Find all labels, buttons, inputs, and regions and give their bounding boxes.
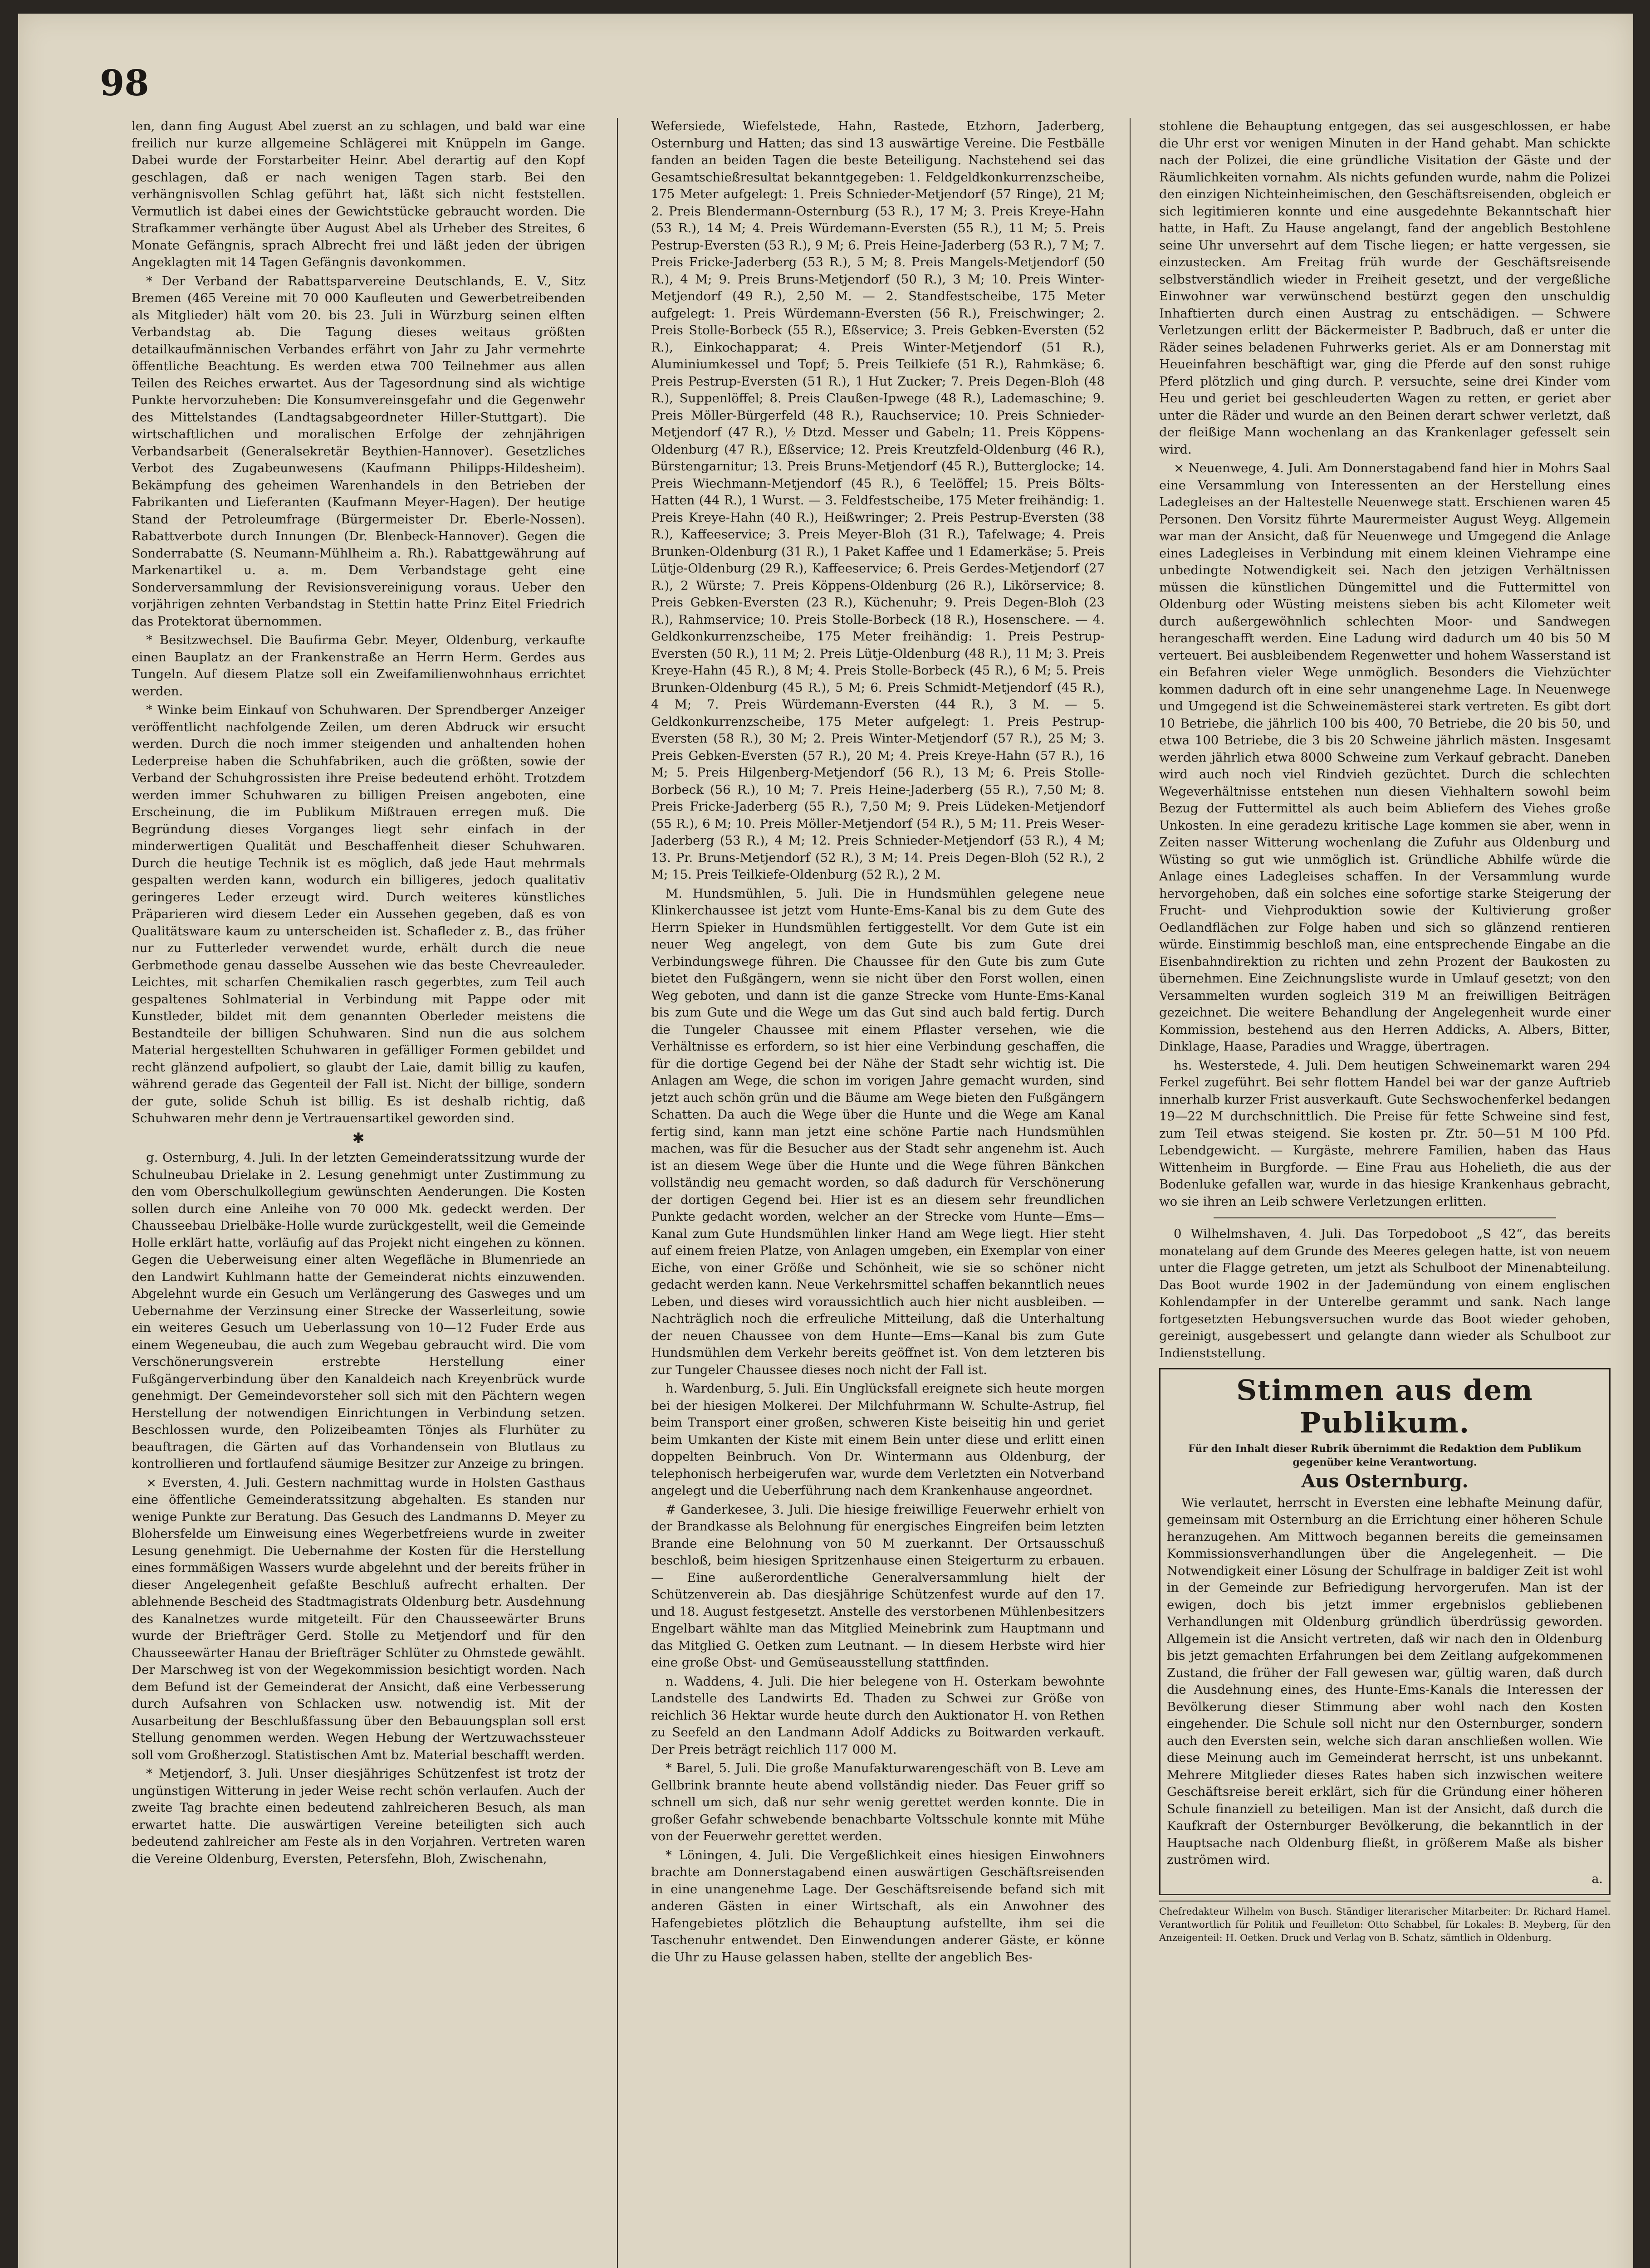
section-star-icon: ✱ [352, 1129, 365, 1147]
article-paragraph: × Neuenwege, 4. Juli. Am Donnerstagabend fand hier in Mohrs Saal eine Versammlung von Interessenten an der Herstellung eines Ladegleises an der Haltestelle Neuenwege statt. Erschienen waren 45 Personen. Den Vorsitz führte Maurermeister August Weyg. Allgemein war man der Ansicht, daß für Neuenwege und Umgegend die Anlage eines Ladegleises in Verbindung mit einem kleinen Viehrampe eine unbedingte Notwendigkeit sei. Nach den jetzigen Verhältnissen müssen die künstlichen Düngemittel und die Futtermittel von Oldenburg oder Wüsting meistens sieben bis acht Kilometer weit durch außergewöhnlich schlechten Moor- und Sandwegen herangeschafft werden. Eine Ladung wird dadurch um 40 bis 50 M verteuert. Bei ausbleibendem Regenwetter und hohem Wasserstand ist ein Befahren vieler Wege unmöglich. Besonders die Viehzüchter kommen dadurch oft in eine sehr unangenehme Lage. In Neuenwege und Umgegend ist die Schweinemästerei stark vertreten. Es gibt dort 10 Betriebe, die jährlich 100 bis 400, 70 Betriebe, die 20 bis 50, und etwa 100 Betriebe, die 3 bis 20 Schweine jährlich mästen. Insgesamt werden jährlich etwa 8000 Schweine zum Verkauf gebracht. Daneben wird auch noch viel Rindvieh gezüchtet. Durch die schlechten Wegeverhältnisse entstehen nun diesen Viehhaltern sowohl beim Bezug der Futtermittel als auch beim Abliefern des Viehes große Unkosten. In eine geradezu kritische Lage kommen sie aber, wenn in Zeiten nasser Witterung wochenlang die Zufuhr aus Oldenburg und Wüsting so gut wie unmöglich ist. Gründliche Abhilfe würde die Anlage eines Ladegleises schaffen. In der Versammlung wurde hervorgehoben, daß ein solches eine sofortige starke Steigerung der Frucht- und Viehproduktion sowie der Kultivierung großer Oedlandflächen zur Folge haben und sich so glänzend rentieren würde. Einstimmig beschloß man, eine entsprechende Eingabe an die Eisenbahndirektion zu richten und zehn Prozent der Baukosten zu übernehmen. Eine Zeichnungsliste wurde in Umlauf gesetzt; von den Versammelten wurden sogleich 319 M an freiwilligen Beiträgen gezeichnet. Die weitere Behandlung der Angelegenheit wurde einer Kommission, bestehend aus den Herren Addicks, A. Albers, Bitter, Dinklage, Haase, Paradies und Wragge, übertragen. [1159, 461, 1611, 1054]
article-paragraph: len, dann fing August Abel zuerst an zu schlagen, und bald war eine freilich nur kurze allgemeine Schlägerei mit Knüppeln im Gange. Dabei wurde der Forstarbeiter Heinr. Abel derartig auf den Kopf geschlagen, daß er nach wenigen Tagen starb. Bei den verhängnisvollen Schlag geführt hat, läßt sich nicht feststellen. Vermutlich ist dabei eines der Gewichtstücke gebraucht worden. Die Strafkammer verhängte über August Abel als Urheber des Streites, 6 Monate Gefängnis, sprach Albrecht frei und läßt jeden der übrigen Angeklagten mit 14 Tagen Gefängnis davonkommen. [132, 119, 585, 269]
page-number: 98 [100, 63, 149, 104]
public-voices-signature: a. [1591, 1872, 1603, 1886]
article-paragraph: # Ganderkesee, 3. Juli. Die hiesige freiwillige Feuerwehr erhielt von der Brandkasse als Belohnung für energisches Eingreifen beim letzten Brande eine Belohnung von 50 M zuerkannt. Der Ortsausschuß beschloß, beim hiesigen Spritzenhause einen Steigerturm zu erbauen. — Eine außerordentliche Generalversammlung hielt der Schützenverein ab. Das diesjährige Schützenfest wurde auf den 17. und 18. August festgesetzt. Anstelle des verstorbenen Mühlenbesitzers Engelbart wählte man das Mitglied Meinebrink zum Hauptmann und das Mitglied G. Oetken zum Leutnant. — In diesem Herbste wird hier eine große Obst- und Gemüseausstellung stattfinden. [651, 1502, 1105, 1670]
column-middle [651, 118, 1105, 2268]
separator-rule [1214, 1217, 1556, 1218]
article-columns [132, 118, 1611, 2268]
column-right [1159, 118, 1611, 2268]
imprint: Chefredakteur Wilhelm von Busch. Ständiger literarischer Mitarbeiter: Dr. Richard Hamel. Verantwortlich für Politik und Feuilleton: Otto Schabbel, für Lokales: B. Meyberg, für den Anzeigenteil: H. Oetken. Druck und Verlag von B. Schatz, sämtlich in Oldenburg. [1159, 1901, 1611, 1945]
article-paragraph: * Besitzwechsel. Die Baufirma Gebr. Meyer, Oldenburg, verkaufte einen Bauplatz an der Frankenstraße an Herrn Herm. Gerdes aus Tungeln. Auf diesem Platze soll ein Zweifamilienwohnhaus errichtet werden. [132, 633, 585, 699]
newspaper-page [18, 14, 1633, 2268]
article-paragraph: Wefersiede, Wiefelstede, Hahn, Rastede, Etzhorn, Jaderberg, Osternburg und Hatten; das sind 13 auswärtige Vereine. Die Festbälle fanden an beiden Tagen die beste Beteiligung. Nachstehend sei das Gesamtschießresultat bekanntgegeben: 1. Feldgeldkonkurrenzscheibe, 175 Meter aufgelegt: 1. Preis Schnieder-Metjendorf (57 Ringe), 21 M; 2. Preis Blendermann-Osternburg (53 R.), 17 M; 3. Preis Kreye-Hahn (53 R.), 14 M; 4. Preis Würdemann-Eversten (55 R.), 11 M; 5. Preis Pestrup-Eversten (53 R.), 9 M; 6. Preis Heine-Jaderberg (53 R.), 7 M; 7. Preis Fricke-Jaderberg (53 R.), 5 M; 8. Preis Mangels-Metjendorf (50 R.), 4 M; 9. Preis Bruns-Metjendorf (50 R.), 3 M; 10. Preis Winter-Metjendorf (49 R.), 2,50 M. — 2. Standfestscheibe, 175 Meter aufgelegt: 1. Preis Würdemann-Eversten (56 R.), Freischwinger; 2. Preis Stolle-Borbeck (55 R.), Eßservice; 3. Preis Gebken-Eversten (52 R.), Einkochapparat; 4. Preis Winter-Metjendorf (51 R.), Aluminiumkessel und Topf; 5. Preis Teilkiefe (51 R.), Rahmkäse; 6. Preis Pestrup-Eversten (51 R.), 1 Hut Zucker; 7. Preis Degen-Bloh (48 R.), Suppenlöffel; 8. Preis Claußen-Ipwege (48 R.), Lademaschine; 9. Preis Möller-Bürgerfeld (48 R.), Rauchservice; 10. Preis Schnieder-Metjendorf (47 R.), ½ Dtzd. Messer und Gabeln; 11. Preis Köppens-Oldenburg (47 R.), Eßservice; 12. Preis Kreutzfeld-Oldenburg (46 R.), Bürstengarnitur; 13. Preis Bruns-Metjendorf (45 R.), Butterglocke; 14. Preis Wiechmann-Metjendorf (45 R.), 6 Teelöffel; 15. Preis Bölts-Hatten (44 R.), 1 Wurst. — 3. Feldfestscheibe, 175 Meter freihändig: 1. Preis Kreye-Hahn (40 R.), Heißwringer; 2. Preis Pestrup-Eversten (38 R.), Kaffeeservice; 3. Preis Meyer-Bloh (31 R.), Tafelwage; 4. Preis Brunken-Oldenburg (31 R.), 1 Paket Kaffee und 1 Edamerkäse; 5. Preis Lütje-Oldenburg (29 R.), Kaffeeservice; 6. Preis Gerdes-Metjendorf (27 R.), 2 Würste; 7. Preis Köppens-Oldenburg (26 R.), Likörservice; 8. Preis Gebken-Eversten (23 R.), Küchenuhr; 9. Preis Degen-Bloh (23 R.), Rahmservice; 10. Preis Stolle-Borbeck (18 R.), Hosenschere. — 4. Geldkonkurrenzscheibe, 175 Meter freihändig: 1. Preis Pestrup-Eversten (50 R.), 11 M; 2. Preis Lütje-Oldenburg (48 R.), 11 M; 3. Preis Kreye-Hahn (45 R.), 8 M; 4. Preis Stolle-Borbeck (45 R.), 6 M; 5. Preis Brunken-Oldenburg (45 R.), 5 M; 6. Preis Schmidt-Metjendorf (45 R.), 4 M; 7. Preis Würdemann-Eversten (44 R.), 3 M. — 5. Geldkonkurrenzscheibe, 175 Meter aufgelegt: 1. Preis Pestrup-Eversten (58 R.), 30 M; 2. Preis Winter-Metjendorf (57 R.), 25 M; 3. Preis Gebken-Eversten (57 R.), 20 M; 4. Preis Kreye-Hahn (57 R.), 16 M; 5. Preis Hilgenberg-Metjendorf (56 R.), 13 M; 6. Preis Stolle-Borbeck (56 R.), 10 M; 7. Preis Heine-Jaderberg (55 R.), 7,50 M; 8. Preis Fricke-Jaderberg (55 R.), 7,50 M; 9. Preis Lüdeken-Metjendorf (55 R.), 6 M; 10. Preis Möller-Metjendorf (54 R.), 5 M; 11. Preis Weser-Jaderberg (53 R.), 4 M; 12. Preis Schnieder-Metjendorf (53 R.), 4 M; 13. Pr. Bruns-Metjendorf (52 R.), 3 M; 14. Preis Degen-Bloh (52 R.), 2 M; 15. Preis Teilkiefe-Oldenburg (52 R.), 2 M. [651, 119, 1105, 882]
article-paragraph: hs. Westerstede, 4. Juli. Dem heutigen Schweinemarkt waren 294 Ferkel zugeführt. Bei sehr flottem Handel bei war der ganze Auftrieb innerhalb kurzer Frist ausverkauft. Gute Sechswochenferkel bedangen 19—22 M durchschnittlich. Die Preise für fette Schweine sind fest, zum Teil etwas steigend. Sie kosten pr. Ztr. 50—51 M 100 Pfd. Lebendgewicht. — Kurgäste, mehrere Familien, haben das Haus Wittenheim in Burgforde. — Eine Frau aus Hohelieth, die aus der Bodenluke gefallen war, wurde in das hiesige Krankenhaus gebracht, wo sie ihren an Leib schwere Verletzungen erlitten. [1159, 1058, 1611, 1209]
public-voices-subtitle: Aus Osternburg. [1301, 1471, 1469, 1492]
article-paragraph: M. Hundsmühlen, 5. Juli. Die in Hundsmühlen gelegene neue Klinkerchaussee ist jetzt vom Hunte-Ems-Kanal bis zu dem Gute des Herrn Spieker in Hundsmühlen fertiggestellt. Vor dem Gute ist ein neuer Weg angelegt, von dem Gute bis zum Gute drei Verbindungswege führen. Die Chaussee für den Gute bis zum Gute bietet den Fußgängern, wenn sie nicht über den Forst wollen, einen Weg geboten, und dann ist die ganze Strecke vom Hunte-Ems-Kanal bis zum Gute und die Wege um das Gut sind auch bald fertig. Durch die Tungeler Chaussee mit einem Pflaster versehen, wie die Verhältnisse es erfordern, so ist hier eine Verbindung geschaffen, die für die dortige Gegend bei der Nähe der Stadt sehr wichtig ist. Die Anlagen am Wege, die schon im vorigen Jahre gemacht wurden, sind jetzt auch schön grün und die Bäume am Wege bieten den Fußgängern Schatten. Da auch die Wege über die Hunte und die Wege am Kanal fertig sind, kann man jetzt eine schöne Partie nach Hundsmühlen machen, was für die Besucher aus der Stadt sehr angenehm ist. Auch ist an diesem Wege über die Hunte und die Wege führen Bänkchen vollständig neu gemacht worden, so daß dadurch für Verschönerung der dortigen Gegend bei. Hier ist es an diesem sehr freundlichen Punkte gedacht worden, welcher an der Strecke vom Hunte—Ems—Kanal zum Gute Hundsmühlen linker Hand am Wege liegt. Hier steht auf einem freien Platze, von Anlagen umgeben, ein Exemplar von einer Eiche, von einer Größe und Schönheit, wie sie so schöner nicht gedacht werden kann. Neue Verkehrsmittel schaffen bekanntlich neues Leben, und dieses wird voraussichtlich auch hier nicht ausbleiben. — Nachträglich noch die erfreuliche Mitteilung, daß die Unterhaltung der neuen Chaussee von dem Hunte—Ems—Kanal bis zum Gute Hundsmühlen dem Verkehr bereits geöffnet ist. Von dem letzteren bis zur Tungeler Chaussee dieses noch nicht der Fall ist. [651, 886, 1105, 1377]
column-divider [1130, 118, 1131, 2268]
article-paragraph: h. Wardenburg, 5. Juli. Ein Unglücksfall ereignete sich heute morgen bei der hiesigen Molkerei. Der Milchfuhrmann W. Schulte-Astrup, fiel beim Transport einer großen, schweren Kiste beiseitig hin und geriet beim Umkanten der Kiste mit einem Bein unter diese und erlitt einen doppelten Beinbruch. Von Dr. Wintermann aus Oldenburg, der telephonisch herbeigerufen war, wurde dem Verletzten ein Notverband angelegt und die Ueberführung nach dem Krankenhause angeordnet. [651, 1381, 1105, 1498]
article-paragraph: * Barel, 5. Juli. Die große Manufakturwarengeschäft von B. Leve am Gellbrink brannte heute abend vollständig nieder. Das Feuer griff so schnell um sich, daß nur sehr wenig gerettet werden konnte. Die in großer Gefahr schwebende benachbarte Voltsschule konnte mit Mühe von der Feuerwehr gerettet werden. [651, 1761, 1105, 1843]
article-paragraph: * Der Verband der Rabattsparvereine Deutschlands, E. V., Sitz Bremen (465 Vereine mit 70 000 Kaufleuten und Gewerbetreibenden als Mitglieder) hält vom 20. bis 23. Juli in Würzburg seinen elften Verbandstag ab. Die Tagung dieses weitaus größten detailkaufmännischen Verbandes erfährt von Jahr zu Jahr vermehrte öffentliche Beachtung. Es werden etwa 700 Teilnehmer aus allen Teilen des Reiches erwartet. Aus der Tagesordnung sind als wichtige Punkte hervorzuheben: Die Konsumvereinsgefahr und die Gegenwehr des Mittelstandes (Landtagsabgeordneter Hiller-Stuttgart). Die wirtschaftlichen und moralischen Erfolge der zehnjährigen Verbandsarbeit (Generalsekretär Beythien-Hannover). Gesetzliches Verbot des Zugabeunwesens (Kaufmann Philipps-Hildesheim). Bekämpfung des geheimen Warenhandels in den Betrieben der Fabrikanten und Lieferanten (Kaufmann Meyer-Hagen). Der heutige Stand der Petroleumfrage (Bürgermeister Dr. Eberle-Nossen). Rabattverbote durch Innungen (Dr. Blenbeck-Hannover). Gegen die Sonderrabatte (S. Neumann-Mühlheim a. Rh.). Rabattgewährung auf Markenartikel u. a. m. Dem Verbandstage geht eine Sonderversammlung der Revisionsvereinigung voraus. Ueber den vorjährigen zehnten Verbandstag in Stettin hatte Prinz Eitel Friedrich das Protektorat übernommen. [132, 274, 585, 629]
public-voices-disclaimer: Für den Inhalt dieser Rubrik übernimmt die Redaktion dem Publikum gegenüber keine Verantwortung. [1188, 1443, 1581, 1468]
article-paragraph: 0 Wilhelmshaven, 4. Juli. Das Torpedoboot „S 42“, das bereits monatelang auf dem Grunde des Meeres gelegen hatte, ist von neuem unter die Flagge getreten, um jetzt als Schulboot der Minenabteilung. Das Boot wurde 1902 in der Jademündung von einem englischen Kohlendampfer in der Unterelbe gerammt und sank. Nach lange fortgesetzten Hebungsversuchen wurde das Boot wieder gehoben, gereinigt, ausgebessert und gelangte dann wieder als Schulboot zur Indienststellung. [1159, 1227, 1611, 1360]
column-divider [617, 118, 618, 2268]
article-paragraph: × Eversten, 4. Juli. Gestern nachmittag wurde in Holsten Gasthaus eine öffentliche Gemeinderatssitzung abgehalten. Es standen nur wenige Punkte zur Beratung. Das Gesuch des Landmanns D. Meyer zu Blohersfelde um Einweisung eines Wegerbetfreiens wurde in zweiter Lesung genehmigt. Die Uebernahme der Kosten für die Herstellung eines formmäßigen Wassers wurde abgelehnt und der bereits früher in dieser Angelegenheit gefaßte Beschluß aufrecht erhalten. Der ablehnende Bescheid des Stadtmagistrats Oldenburg betr. Ausdehnung des Kanalnetzes wurde mitgeteilt. Für den Chausseewärter Bruns wurde der Briefträger Gerd. Stolle zu Metjendorf und für den Chausseewärter Hanau der Briefträger Schlüter zu Ohmstede gewählt. Der Marschweg ist von der Wegekommission besichtigt worden. Nach dem Befund ist der Gemeinderat der Ansicht, daß eine Verbesserung durch Aufsahren von Schlacken usw. notwendig ist. Mit der Ausarbeitung der Beschlußfassung über den Bebauungsplan soll erst Stellung genommen werden. Wegen Hebung der Wertzuwachssteuer soll vom Großherzogl. Statistischen Amt bz. Material beschafft werden. [132, 1475, 585, 1762]
article-paragraph: n. Waddens, 4. Juli. Die hier belegene von H. Osterkam bewohnte Landstelle des Landwirts Ed. Thaden zu Schwei zur Größe von reichlich 36 Hektar wurde heute durch den Auktionator H. von Rethen zu Seefeld an den Landmann Adolf Addicks zu Boitwarden verkauft. Der Preis beträgt reichlich 117 000 M. [651, 1674, 1105, 1757]
column-left [132, 118, 585, 2268]
public-voices-box [1159, 1368, 1611, 1895]
article-paragraph: * Löningen, 4. Juli. Die Vergeßlichkeit eines hiesigen Einwohners brachte am Donnerstagabend einen auswärtigen Geschäftsreisenden in eine unangenehme Lage. Der Geschäftsreisende befand sich mit anderen Gästen in einer Wirtschaft, als ein Anwohner des Hafengebietes plötzlich die Behauptung aufstellte, ihm sei die Taschenuhr entwendet. Den Einwendungen anderer Gäste, er könne die Uhr zu Hause gelassen haben, stellte der angeblich Bes- [651, 1848, 1105, 1965]
article-paragraph: g. Osternburg, 4. Juli. In der letzten Gemeinderatssitzung wurde der Schulneubau Drielake in 2. Lesung genehmigt unter Zustimmung zu den vom Oberschulkollegium gewünschten Aenderungen. Die Kosten sollen durch eine Anleihe von 70 000 Mk. gedeckt werden. Der Chausseebau Drielbäke-Holle wurde zurückgestellt, weil die Gemeinde Holle erklärt hatte, vorläufig auf das Projekt nicht eingehen zu können. Gegen die Ueberweisung einer alten Wegefläche in Blumenriede an den Landwirt Kuhlmann hatte der Gemeinderat nichts einzuwenden. Abgelehnt wurde ein Gesuch um Verlängerung des Gasweges und um Uebernahme der Verzinsung einer Strecke der Wasserleitung, sowie ein weiteres Gesuch um Ueberlassung von 10—12 Fuder Erde aus einem Wegeneubau, die auch zum Wegebau gebraucht wird. Die vom Verschönerungsverein erstrebte Herstellung einer Fußgängerverbindung über den Kanaldeich nach Kreyenbrück wurde genehmigt. Der Gemeindevorsteher soll sich mit den Pächtern wegen Herstellung der notwendigen Einrichtungen in Verbindung setzen. Beschlossen wurde, den Polizeibeamten Tönjes als Flurhüter zu beauftragen, die Gärten auf das Vorhandensein von Blutlaus zu kontrollieren und fortlaufend säumige Besitzer zur Anzeige zu bringen. [132, 1150, 585, 1471]
public-voices-title: Stimmen aus dem Publikum. [1236, 1374, 1533, 1439]
article-paragraph: * Metjendorf, 3. Juli. Unser diesjähriges Schützenfest ist trotz der ungünstigen Witterung in jeder Weise recht schön verlaufen. Auch der zweite Tag brachte einen bedeutend zahlreicheren Besuch, als man erwartet hatte. Die auswärtigen Vereine beteiligten sich auch bedeutend zahlreicher am Feste als in den Vorjahren. Vertreten waren die Vereine Oldenburg, Eversten, Petersfehn, Bloh, Zwischenahn, [132, 1766, 585, 1866]
public-voices-text: Wie verlautet, herrscht in Eversten eine lebhafte Meinung dafür, gemeinsam mit Osternburg an die Errichtung einer höheren Schule heranzugehen. Am Mittwoch begannen bereits die gemeinsamen Kommissionsverhandlungen über die Angelegenheit. — Die Notwendigkeit einer Lösung der Schulfrage in baldiger Zeit ist wohl in der Gemeinde zur Befriedigung hervorgerufen. Man ist der ewigen, doch bis jetzt immer ergebnislos gebliebenen Verhandlungen mit Oldenburg gründlich überdrüssig geworden. Allgemein ist die Ansicht vertreten, daß wir nach den in Oldenburg bis jetzt gemachten Erfahrungen bei dem Zeitlang aufgekommenen Zustand, die früher der Fall gewesen war, gültig waren, daß durch die Ausdehnung eines, des Hunte-Ems-Kanals die Interessen der Bevölkerung dieser Stimmung aber wohl nach den Kosten eingehender. Die Schule soll nicht nur den Osternburger, sondern auch den Eversten sein, welche sich daran anschließen wollen. Wie diese Meinung auch im Gemeinderat herrscht, ist uns unbekannt. Mehrere Mitglieder dieses Rates haben sich inzwischen weitere Geschäftsreise bereit erklärt, sich für die Gründung einer höheren Schule finanziell zu beteiligen. Man ist der Ansicht, daß durch die Kaufkraft der Osternburger Bevölkerung, die bekanntlich in der Hauptsache nach Oldenburg fließt, in größerem Maße als bisher zuströmen wird. [1167, 1495, 1603, 1867]
article-paragraph: stohlene die Behauptung entgegen, das sei ausgeschlossen, er habe die Uhr erst vor wenigen Minuten in der Hand gehabt. Man schickte nach der Polizei, die eine gründliche Visitation der Gäste und der Räumlichkeiten vornahm. Als nichts gefunden wurde, nahm die Polizei den einzigen Nichteinheimischen, den Geschäftsreisenden, obgleich er sich legitimieren konnte und eine ausgedehnte Bekanntschaft hier hatte, in Haft. Zu Hause angelangt, fand der angeblich Bestohlene seine Uhr unversehrt auf dem Tische liegen; er hatte vergessen, sie einzustecken. Am Freitag früh wurde der Geschäftsreisende selbstverständlich wieder in Freiheit gesetzt, und der vergeßliche Einwohner war verwünschend bestürzt gegen den unschuldig Inhaftierten durch einen Austrag zu entschädigen. — Schwere Verletzungen erlitt der Bäckermeister P. Badbruch, daß er unter die Räder seines beladenen Fuhrwerks geriet. Als er am Donnerstag mit Heueinfahren beschäftigt war, ging die Pferde auf den sonst ruhige Pferd plötzlich und ging durch. P. versuchte, seine drei Kinder vom Heu und geriet bei geschleuderten Wagen zu retten, er geriet aber unter die Räder und wurde an den Beinen derart schwer verletzt, daß der fleißige Mann wochenlang an das Krankenlager gefesselt sein wird. [1159, 119, 1611, 457]
article-paragraph: * Winke beim Einkauf von Schuhwaren. Der Sprendberger Anzeiger veröffentlicht nachfolgende Zeilen, um deren Abdruck wir ersucht werden. Durch die noch immer steigenden und anhaltenden hohen Lederpreise haben die Schuhfabriken, auch die größten, sowie der Verband der Schuhgrossisten ihre Preise bedeutend erhöht. Trotzdem werden immer Schuhwaren zu billigen Preisen angeboten, eine Erscheinung, die im Publikum Mißtrauen erregen muß. Die Begründung dieses Vorganges liegt sehr einfach in der minderwertigen Qualität und Beschaffenheit dieser Schuhwaren. Durch die heutige Technik ist es möglich, daß jede Haut mehrmals gespalten werden kann, wodurch ein billigeres, jedoch qualitativ geringeres Leder erzeugt wird. Durch weiteres künstliches Präparieren wird diesem Leder ein Aussehen gegeben, daß es von Qualitätsware kaum zu unterscheiden ist. Schafleder z. B., das früher nur zu Futterleder verwendet wurde, erhält durch die neue Gerbmethode genau dasselbe Aussehen wie das beste Chevreauleder. Leichtes, mit scharfen Chemikalien rasch gegerbtes, zum Teil auch gespaltenes Sohlmaterial in Verbindung mit Pappe oder mit Kunstleder, bildet mit dem genannten Oberleder meistens die Bestandteile der billigen Schuhwaren. Sind nun die aus solchem Material hergestellten Schuhwaren in gefälliger Formen gebildet und recht glänzend aufpoliert, so glaubt der Laie, damit billig zu kaufen, während gerade das Gegenteil der Fall ist. Nicht der billige, sondern der gute, solide Schuh ist billig. Es ist deshalb richtig, daß Schuhwaren mehr denn je Vertrauensartikel geworden sind. [132, 703, 585, 1125]
